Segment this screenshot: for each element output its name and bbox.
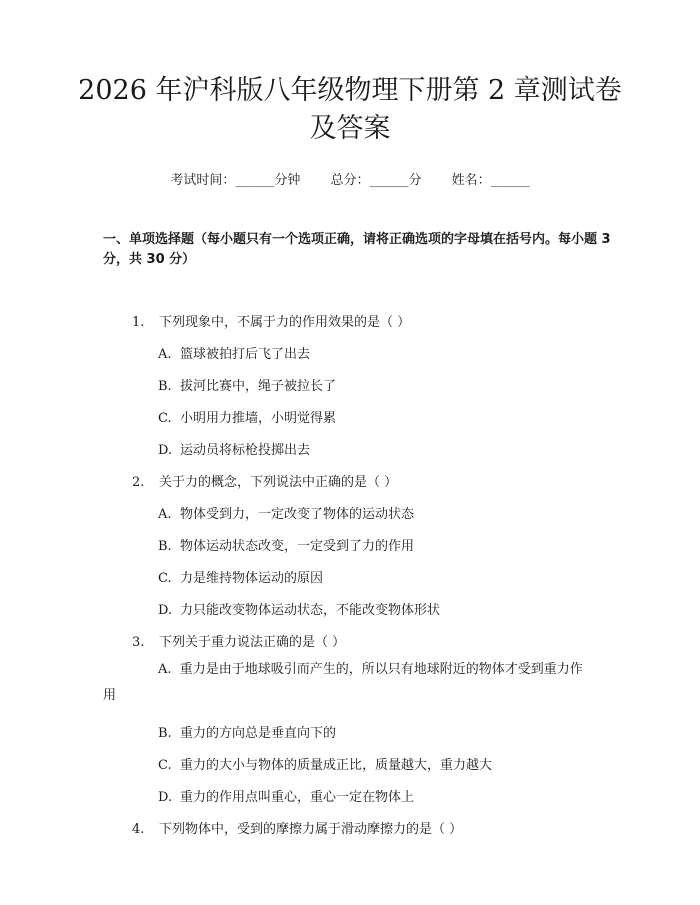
- option-2a: A. 物体受到力，一定改变了物体的运动状态: [158, 507, 415, 522]
- option-3a: A. 重力是由于地球吸引而产生的，所以只有地球附近的物体才受到重力作用: [103, 662, 583, 703]
- total-score: 总分：______分: [330, 173, 422, 188]
- option-3c: C. 重力的大小与物体的质量成正比，质量越大，重力越大: [158, 758, 493, 773]
- option-3d: D. 重力的作用点叫重心，重心一定在物体上: [158, 790, 415, 805]
- document-title: [60, 72, 640, 148]
- option-1d: D. 运动员将标枪投掷出去: [158, 443, 311, 458]
- question-text: 下列物体中，受到的摩擦力属于滑动摩擦力的是（ ）: [159, 822, 463, 837]
- title-line-1: 2026 年沪科版八年级物理下册第 2 章测试卷: [78, 75, 622, 106]
- question-2: 2. 关于力的概念，下列说法中正确的是（ ）: [132, 475, 398, 490]
- question-text: 关于力的概念，下列说法中正确的是（ ）: [159, 475, 398, 490]
- option-1c: C. 小明用力推墙，小明觉得累: [158, 411, 337, 426]
- exam-time-blank: ______: [235, 173, 275, 188]
- option-2b: B. 物体运动状态改变，一定受到了力的作用: [158, 539, 415, 554]
- student-name: 姓名：______: [451, 173, 530, 188]
- option-1b: B. 拔河比赛中，绳子被拉长了: [158, 379, 337, 394]
- option-2c: C. 力是维持物体运动的原因: [158, 571, 324, 586]
- option-1a: A. 篮球被拍打后飞了出去: [158, 347, 311, 362]
- option-3b: B. 重力的方向总是垂直向下的: [158, 726, 337, 741]
- student-name-blank: ______: [490, 173, 530, 188]
- title-line-2: 及答案: [309, 113, 391, 144]
- exam-info-line: [0, 169, 700, 188]
- question-3: 3. 下列关于重力说法正确的是（ ）: [132, 635, 346, 650]
- section-heading: 一、单项选择题（每小题只有一个选项正确，请将正确选项的字母填在括号内。每小题 3 分，共 30 分）: [103, 232, 611, 267]
- question-4: 4. 下列物体中，受到的摩擦力属于滑动摩擦力的是（ ）: [132, 822, 463, 837]
- question-text: 下列关于重力说法正确的是（ ）: [159, 635, 346, 650]
- question-text: 下列现象中，不属于力的作用效果的是（ ）: [159, 315, 411, 330]
- total-score-blank: ______: [369, 173, 409, 188]
- question-1: 1. 下列现象中，不属于力的作用效果的是（ ）: [132, 315, 411, 330]
- option-2d: D. 力只能改变物体运动状态，不能改变物体形状: [158, 603, 441, 618]
- exam-time: 考试时间：______分钟: [170, 173, 301, 188]
